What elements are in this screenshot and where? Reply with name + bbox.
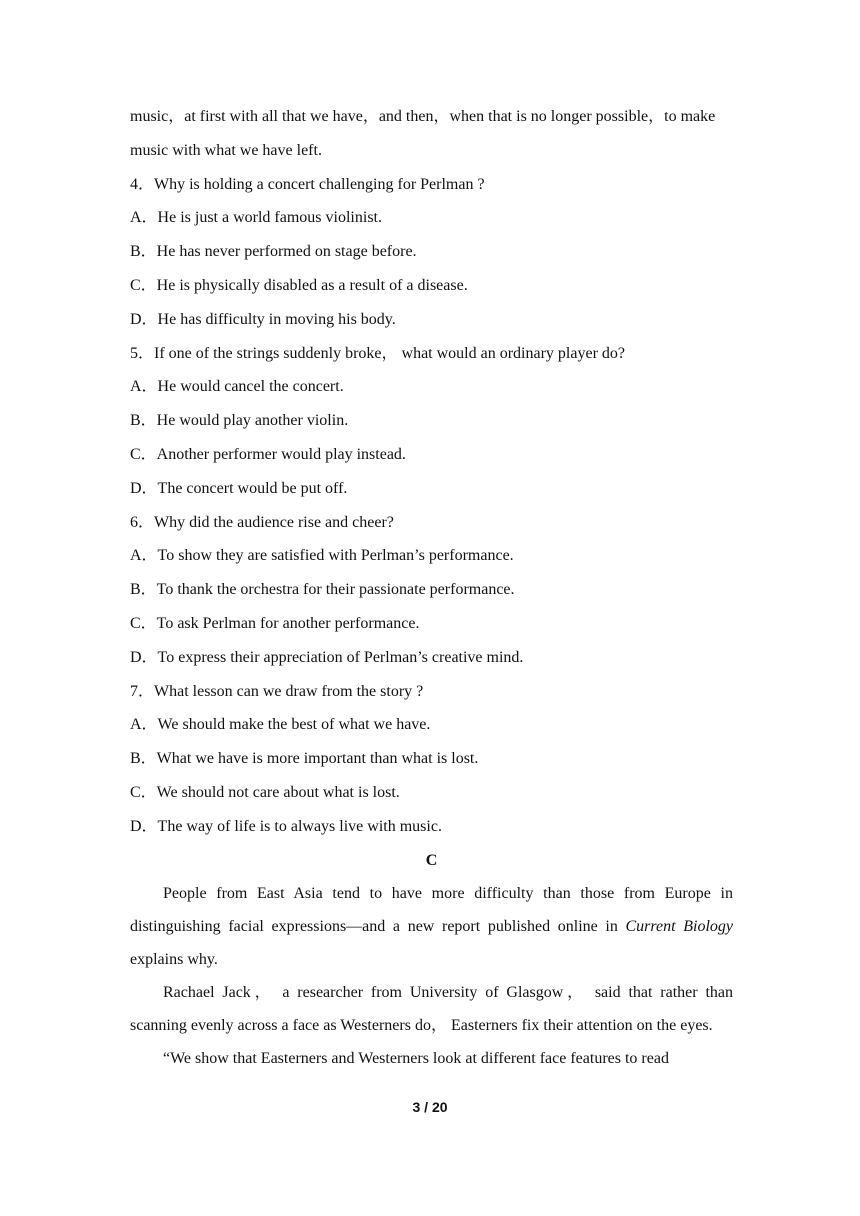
option-b: B．What we have is more important than what is lost. [130, 750, 479, 768]
question-7 [130, 675, 733, 844]
option-a: A．We should make the best of what we have. [130, 716, 431, 734]
intro-line-1: music，at first with all that we have，and then，when that is no longer possible，to make [130, 108, 716, 125]
option-d: D．The way of life is to always live with music. [130, 817, 442, 835]
option-a: A．To show they are satisfied with Perlman’s performance. [130, 547, 514, 565]
question-4 [130, 168, 733, 337]
passage-paragraph-3: “We show that Easterners and Westerners look at different face features to read [163, 1050, 669, 1068]
question-6 [130, 506, 733, 675]
passage-paragraph-1 [130, 877, 733, 976]
journal-title: Current Biology [625, 918, 734, 936]
document-page [130, 100, 733, 1075]
option-b: B．He would play another violin. [130, 412, 349, 430]
option-c: C．We should not care about what is lost. [130, 783, 400, 801]
paragraph-text: People from East Asia tend to have more difficulty than those from Europe in distinguishing facial expressions—and a new report published online in [130, 885, 733, 936]
option-d: D．The concert would be put off. [130, 479, 348, 497]
question-stem: 6．Why did the audience rise and cheer? [130, 513, 394, 531]
option-b: B．He has never performed on stage before. [130, 243, 417, 261]
question-5 [130, 337, 733, 506]
question-stem: 7．What lesson can we draw from the story ? [130, 682, 424, 700]
question-stem: 4．Why is holding a concert challenging for Perlman ? [130, 175, 485, 193]
option-d: D．To express their appreciation of Perlman’s creative mind. [130, 648, 524, 666]
section-heading: C [425, 851, 438, 869]
option-b: B．To thank the orchestra for their passionate performance. [130, 581, 515, 599]
option-d: D．He has difficulty in moving his body. [130, 310, 396, 328]
option-c: C．To ask Perlman for another performance. [130, 614, 420, 632]
intro-line-2: music with what we have left. [130, 141, 322, 159]
paragraph-text: explains why. [130, 951, 218, 969]
passage-paragraph-2: Rachael Jack， a researcher from University of Glasgow， said that rather than scanning evenly across a face as Westerners do， Easterners fix their attention on the eyes. [130, 984, 733, 1035]
option-a: A．He is just a world famous violinist. [130, 209, 382, 227]
page-number: 3 / 20 [412, 1099, 448, 1115]
question-stem: 5．If one of the strings suddenly broke， what would an ordinary player do? [130, 344, 625, 362]
option-c: C．He is physically disabled as a result of a disease. [130, 276, 468, 294]
option-a: A．He would cancel the concert. [130, 378, 344, 396]
option-c: C．Another performer would play instead. [130, 445, 406, 463]
